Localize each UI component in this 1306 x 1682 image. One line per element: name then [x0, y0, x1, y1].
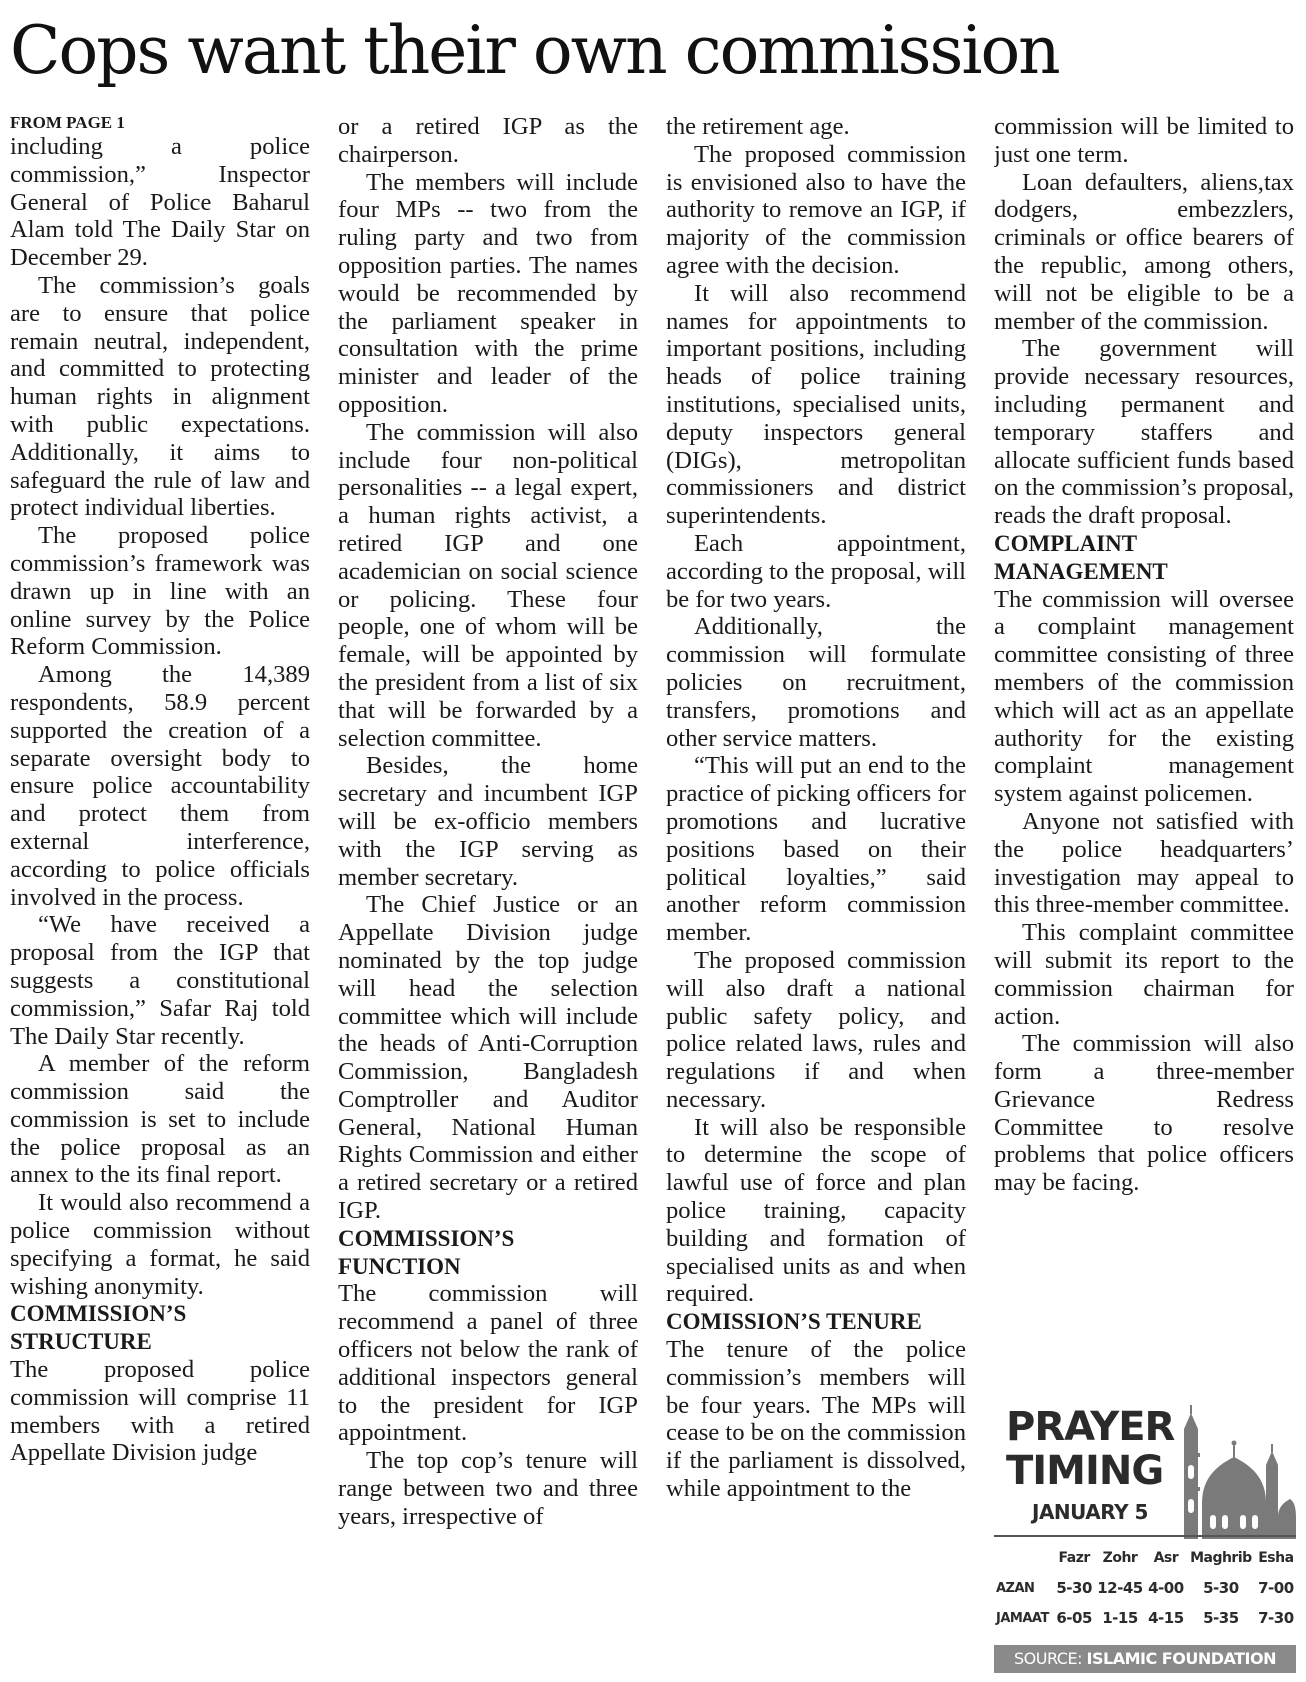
header-maghrib: Maghrib [1190, 1550, 1252, 1566]
prayer-title-line-2: TIMING [1006, 1448, 1164, 1494]
paragraph: It will also recommend names for appointments to important positions, including heads of police training institutions, specialised units, deputy inspectors general (DIGs), metropolitan commissioners and district superintendents. [666, 279, 966, 530]
time-cell: 4-15 [1148, 1609, 1184, 1627]
paragraph: “We have received a proposal from the IGP that suggests a constitutional commission,” Safar Raj told The Daily Star recently. [10, 911, 310, 1050]
subheading-tenure: COMISSION’S TENURE [666, 1309, 922, 1335]
time-cell: 5-30 [1203, 1579, 1239, 1597]
paragraph: including a police commission,” Inspector General of Police Baharul Alam told The Daily Star on December 29. [10, 133, 310, 272]
mosque-icon [1184, 1395, 1296, 1540]
paragraph: The proposed police commission’s framework was drawn up in line with an online survey by the Police Reform Commission. [10, 522, 310, 661]
paragraph: Additionally, the commission will formulate policies on recruitment, transfers, promotions and other service matters. [666, 613, 966, 752]
paragraph: Each appointment, according to the proposal, will be for two years. [666, 529, 966, 613]
row-label: JAMAAT [996, 1610, 1049, 1626]
source-credit [994, 1645, 1296, 1673]
header-corner [994, 1543, 1054, 1573]
paragraph: It will also be responsible to determine the scope of lawful use of force and plan police training, capacity building and formation of specialised units as and when required. [666, 1113, 966, 1308]
time-cell: 7-30 [1258, 1609, 1294, 1627]
subheading-function: COMMISSION’S FUNCTION [338, 1225, 515, 1279]
paragraph: The tenure of the police commission’s members will be four years. The MPs will cease to be on the commission if the parliament is dissolved, while appointment to the [666, 1336, 966, 1503]
paragraph: Among the 14,389 respondents, 58.9 percent supported the creation of a separate oversight body to ensure police accountability and protect them from external interference, according to police officials involved in the process. [10, 661, 310, 911]
paragraph: This complaint committee will submit its report to the commission chairman for action. [994, 919, 1294, 1030]
article-column-3 [666, 113, 966, 1673]
paragraph: The members will include four MPs -- two from the ruling party and two from opposition parties. The names would be recommended by the parliament speaker in consultation with the prime minister and leader of the opposition. [338, 168, 638, 418]
prayer-timing-box [994, 1395, 1296, 1673]
paragraph: The government will provide necessary resources, including permanent and temporary staffers and allocate sufficient funds based on the commission’s proposal, reads the draft proposal. [994, 335, 1294, 530]
prayer-header-row [994, 1543, 1296, 1573]
prayer-times-table [994, 1543, 1296, 1633]
paragraph: The proposed police commission will comprise 11 members with a retired Appellate Division judge [10, 1356, 310, 1467]
article-column-2 [338, 113, 638, 1673]
article-column-1 [10, 113, 310, 1673]
paragraph: A member of the reform commission said the commission is set to include the police proposal as an annex to the its final report. [10, 1050, 310, 1189]
header-fazr: Fazr [1058, 1550, 1090, 1566]
paragraph: The proposed commission is envisioned also to have the authority to remove an IGP, if majority of the commission agree with the decision. [666, 140, 966, 279]
paragraph: the retirement age. [666, 113, 850, 140]
article-column-4 [994, 113, 1294, 1375]
header-asr: Asr [1153, 1550, 1179, 1566]
time-cell: 4-00 [1148, 1579, 1184, 1597]
paragraph: Besides, the home secretary and incumbent IGP will be ex-officio members with the IGP serving as member secretary. [338, 752, 638, 891]
paragraph: The commission will also include four non-political personalities -- a legal expert, a human rights activist, a retired IGP and one academician on social science or policing. These four people, one of whom will be female, will be appointed by the president from a list of six that will be forwarded by a selection committee. [338, 418, 638, 752]
prayer-row-azan [994, 1573, 1296, 1603]
paragraph: The commission will recommend a panel of three officers not below the rank of additional inspectors general to the president for IGP appointment. [338, 1280, 638, 1447]
headline: Cops want their own commission [10, 12, 1059, 89]
paragraph: Anyone not satisfied with the police headquarters’ investigation may appeal to this three-member committee. [994, 807, 1294, 919]
subheading-complaint: COMPLAINT MANAGEMENT [994, 530, 1168, 584]
source-prefix: SOURCE: [1014, 1649, 1082, 1668]
header-zohr: Zohr [1102, 1550, 1138, 1566]
paragraph: The proposed commission will also draft a national public safety policy, and police related laws, rules and regulations if and when necessary. [666, 946, 966, 1113]
prayer-divider [994, 1535, 1296, 1537]
paragraph: commission will be limited to just one term. [994, 113, 1294, 168]
row-label: AZAN [996, 1580, 1035, 1596]
paragraph: The commission will also form a three-member Grievance Redress Committee to resolve problems that police officers may be facing. [994, 1030, 1294, 1197]
paragraph: Loan defaulters, aliens,tax dodgers, embezzlers, criminals or office bearers of the republic, among others, will not be eligible to be a member of the commission. [994, 168, 1294, 335]
source-name: ISLAMIC FOUNDATION [1086, 1649, 1276, 1668]
paragraph: The top cop’s tenure will range between two and three years, irrespective of [338, 1447, 638, 1530]
subheading-structure: COMMISSION’S STRUCTURE [10, 1301, 187, 1355]
time-cell: 5-30 [1056, 1579, 1092, 1597]
header-esha: Esha [1258, 1550, 1294, 1566]
prayer-title-line-1: PRAYER [1006, 1404, 1175, 1450]
time-cell: 1-15 [1102, 1609, 1138, 1627]
prayer-title [1006, 1405, 1174, 1493]
paragraph: “This will put an end to the practice of picking officers for promotions and lucrative positions based on their political loyalties,” said another reform commission member. [666, 752, 966, 947]
paragraph: The Chief Justice or an Appellate Division judge nominated by the top judge will head the selection committee which will include the heads of Anti-Corruption Commission, Bangladesh Comptroller and Auditor General, National Human Rights Commission and either a retired secretary or a retired IGP. [338, 891, 638, 1225]
time-cell: 6-05 [1056, 1609, 1092, 1627]
paragraph: The commission’s goals are to ensure that police remain neutral, independent, and committed to protecting human rights in alignment with public expectations. Additionally, it aims to safeguard the rule of law and protect individual liberties. [10, 271, 310, 522]
prayer-date: JANUARY 5 [1032, 1500, 1148, 1524]
paragraph: or a retired IGP as the chairperson. [338, 113, 638, 168]
time-cell: 12-45 [1097, 1579, 1143, 1597]
kicker-from-page: FROM PAGE 1 [10, 113, 125, 132]
time-cell: 7-00 [1258, 1579, 1294, 1597]
prayer-row-jamaat [994, 1603, 1296, 1633]
time-cell: 5-35 [1203, 1609, 1239, 1627]
paragraph: The commission will oversee a complaint management committee consisting of three members of the commission which will act as an appellate authority for the existing complaint management system against policemen. [994, 585, 1294, 808]
paragraph: It would also recommend a police commission without specifying a format, he said wishing anonymity. [10, 1189, 310, 1300]
